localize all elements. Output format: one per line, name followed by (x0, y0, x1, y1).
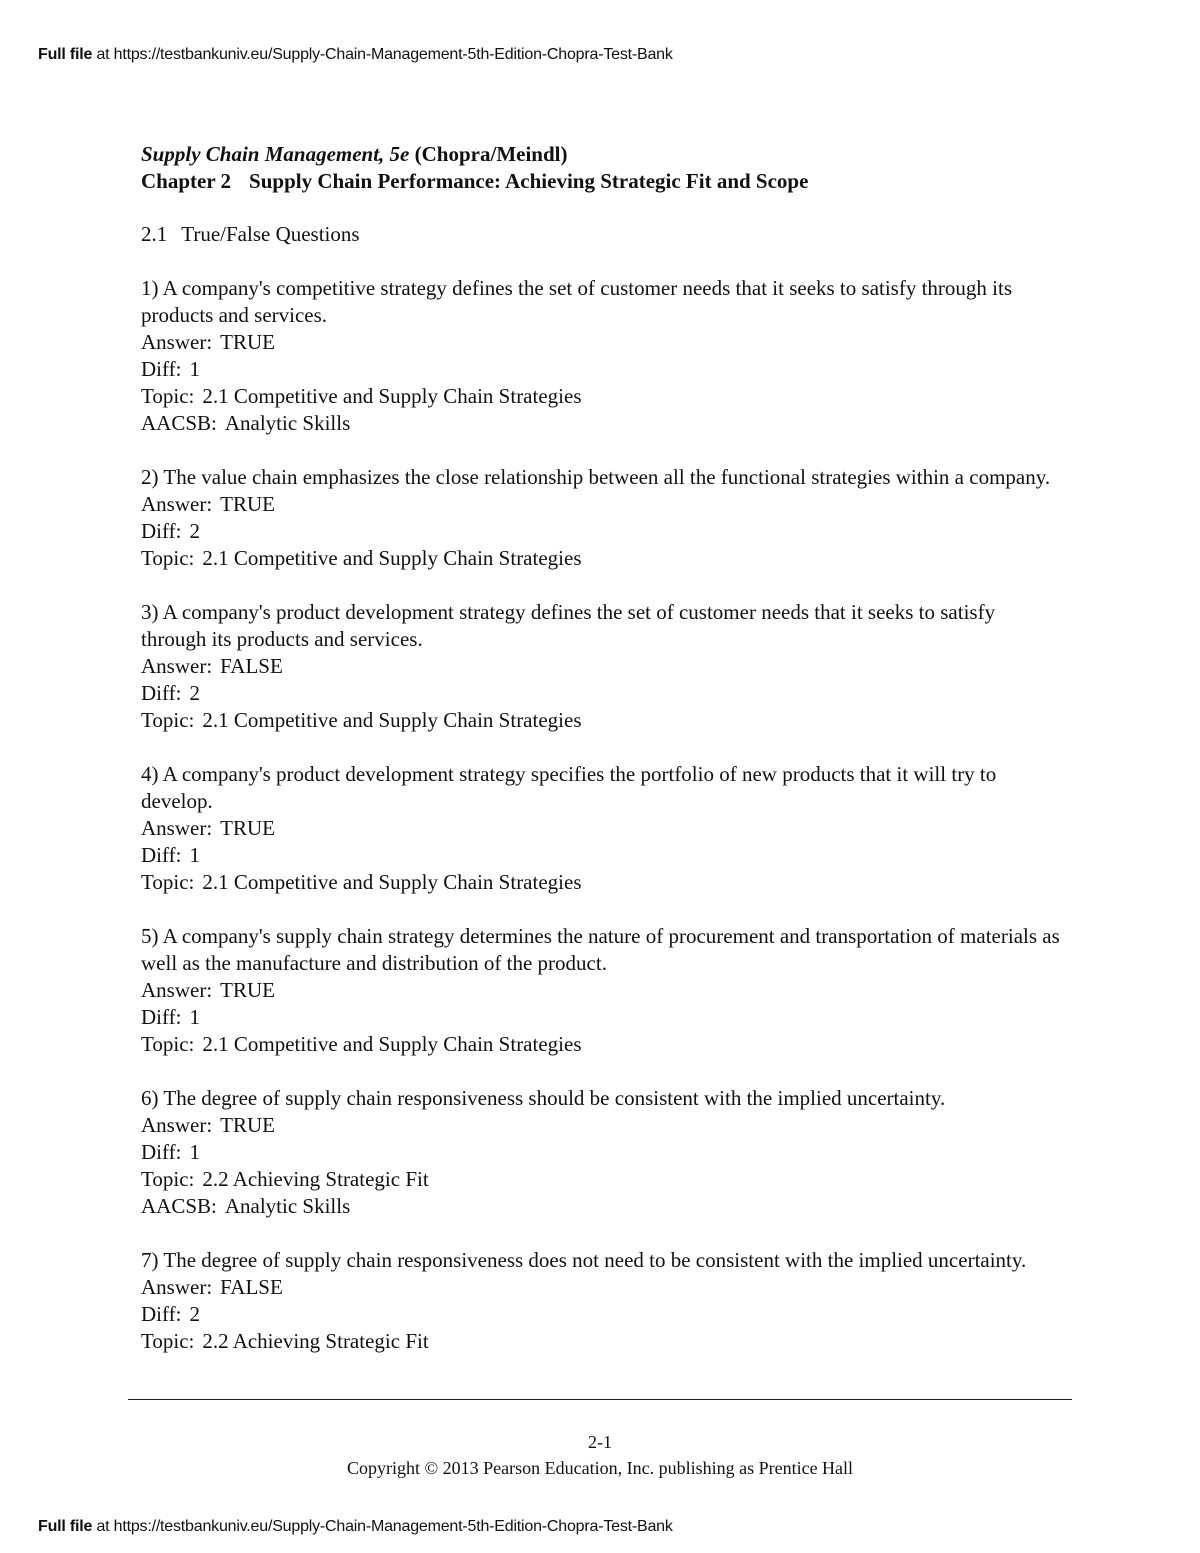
diff-value: 1 (189, 843, 200, 867)
answer-line (141, 977, 1071, 1004)
question-text: 7) The degree of supply chain responsiveness does not need to be consistent with the implied uncertainty. (141, 1248, 1027, 1272)
question-text: 6) The degree of supply chain responsiveness should be consistent with the implied uncertainty. (141, 1086, 946, 1110)
answer-value: TRUE (220, 492, 275, 516)
topic-label: Topic: (141, 1167, 195, 1191)
topic-label: Topic: (141, 546, 195, 570)
book-title-line (141, 141, 1071, 168)
topic-line (141, 545, 1071, 572)
answer-value: TRUE (220, 978, 275, 1002)
aacsb-label: AACSB: (141, 1194, 217, 1218)
topic-value: 2.1 Competitive and Supply Chain Strategies (202, 384, 582, 408)
source-banner-top (38, 46, 673, 64)
question-text: 2) The value chain emphasizes the close relationship between all the functional strategies within a company. (141, 465, 1051, 489)
topic-label: Topic: (141, 384, 195, 408)
answer-line (141, 329, 1071, 356)
answer-line (141, 653, 1071, 680)
topic-line (141, 1328, 1071, 1355)
answer-value: FALSE (220, 654, 283, 678)
answer-line (141, 1112, 1071, 1139)
question-item (141, 761, 1071, 896)
question-text: 1) A company's competitive strategy defines the set of customer needs that it seeks to satisfy through its products and services. (141, 276, 1013, 327)
question-item (141, 923, 1071, 1058)
difficulty-line (141, 1301, 1071, 1328)
topic-value: 2.1 Competitive and Supply Chain Strategies (202, 546, 582, 570)
answer-line (141, 1274, 1071, 1301)
aacsb-line (141, 410, 1071, 437)
diff-label: Diff: (141, 519, 182, 543)
diff-value: 2 (189, 519, 200, 543)
question-item (141, 599, 1071, 734)
topic-label: Topic: (141, 1032, 195, 1056)
difficulty-line (141, 518, 1071, 545)
difficulty-line (141, 680, 1071, 707)
topic-value: 2.2 Achieving Strategic Fit (202, 1167, 429, 1191)
document-body (141, 141, 1071, 1355)
section-heading (141, 221, 1071, 248)
difficulty-line (141, 356, 1071, 383)
question-list (141, 275, 1071, 1355)
question-item (141, 275, 1071, 437)
question-text: 5) A company's supply chain strategy determines the nature of procurement and transportation of materials as well as the manufacture and distribution of the product. (141, 924, 1060, 975)
section-number: 2.1 (141, 222, 168, 246)
chapter-heading (141, 168, 1071, 195)
difficulty-line (141, 842, 1071, 869)
answer-line (141, 815, 1071, 842)
question-item (141, 1085, 1071, 1220)
chapter-title: Supply Chain Performance: Achieving Strategic Fit and Scope (249, 169, 809, 193)
topic-label: Topic: (141, 870, 195, 894)
diff-value: 2 (189, 681, 200, 705)
book-authors: (Chopra/Meindl) (409, 142, 568, 166)
diff-label: Diff: (141, 357, 182, 381)
diff-label: Diff: (141, 681, 182, 705)
topic-line (141, 707, 1071, 734)
diff-value: 2 (189, 1302, 200, 1326)
answer-label: Answer: (141, 330, 213, 354)
diff-label: Diff: (141, 1302, 182, 1326)
page-number: 2-1 (588, 1432, 612, 1452)
aacsb-label: AACSB: (141, 411, 217, 435)
answer-label: Answer: (141, 654, 213, 678)
question-item (141, 464, 1071, 572)
source-banner-bottom (38, 1518, 673, 1536)
difficulty-line (141, 1139, 1071, 1166)
answer-label: Answer: (141, 1275, 213, 1299)
answer-value: FALSE (220, 1275, 283, 1299)
topic-line (141, 1031, 1071, 1058)
topic-line (141, 383, 1071, 410)
answer-label: Answer: (141, 816, 213, 840)
aacsb-value: Analytic Skills (224, 1194, 351, 1218)
answer-line (141, 491, 1071, 518)
difficulty-line (141, 1004, 1071, 1031)
topic-value: 2.1 Competitive and Supply Chain Strategies (202, 1032, 582, 1056)
answer-value: TRUE (220, 1113, 275, 1137)
copyright-notice: Copyright © 2013 Pearson Education, Inc. publishing as Prentice Hall (346, 1458, 854, 1478)
banner-prefix: Full file (38, 1518, 93, 1535)
chapter-label: Chapter 2 (141, 169, 232, 193)
answer-label: Answer: (141, 978, 213, 1002)
aacsb-value: Analytic Skills (224, 411, 351, 435)
book-title: Supply Chain Management, 5e (141, 142, 410, 166)
diff-label: Diff: (141, 1140, 182, 1164)
topic-line (141, 869, 1071, 896)
diff-value: 1 (189, 1140, 200, 1164)
banner-prefix: Full file (38, 46, 93, 63)
question-text: 4) A company's product development strategy specifies the portfolio of new products that it will try to develop. (141, 762, 997, 813)
answer-value: TRUE (220, 816, 275, 840)
section-title: True/False Questions (181, 222, 360, 246)
aacsb-line (141, 1193, 1071, 1220)
answer-label: Answer: (141, 1113, 213, 1137)
topic-value: 2.1 Competitive and Supply Chain Strategies (202, 870, 582, 894)
topic-label: Topic: (141, 708, 195, 732)
diff-label: Diff: (141, 843, 182, 867)
topic-label: Topic: (141, 1329, 195, 1353)
answer-value: TRUE (220, 330, 275, 354)
diff-value: 1 (189, 1005, 200, 1029)
banner-url-text: at https://testbankuniv.eu/Supply-Chain-Management-5th-Edition-Chopra-Test-Bank (92, 1518, 673, 1535)
banner-url-text: at https://testbankuniv.eu/Supply-Chain-Management-5th-Edition-Chopra-Test-Bank (92, 46, 673, 63)
topic-value: 2.2 Achieving Strategic Fit (202, 1329, 429, 1353)
diff-value: 1 (189, 357, 200, 381)
question-text: 3) A company's product development strategy defines the set of customer needs that it seeks to satisfy through its products and services. (141, 600, 996, 651)
diff-label: Diff: (141, 1005, 182, 1029)
answer-label: Answer: (141, 492, 213, 516)
question-item (141, 1247, 1071, 1355)
topic-line (141, 1166, 1071, 1193)
topic-value: 2.1 Competitive and Supply Chain Strategies (202, 708, 582, 732)
footer-divider (128, 1399, 1072, 1400)
